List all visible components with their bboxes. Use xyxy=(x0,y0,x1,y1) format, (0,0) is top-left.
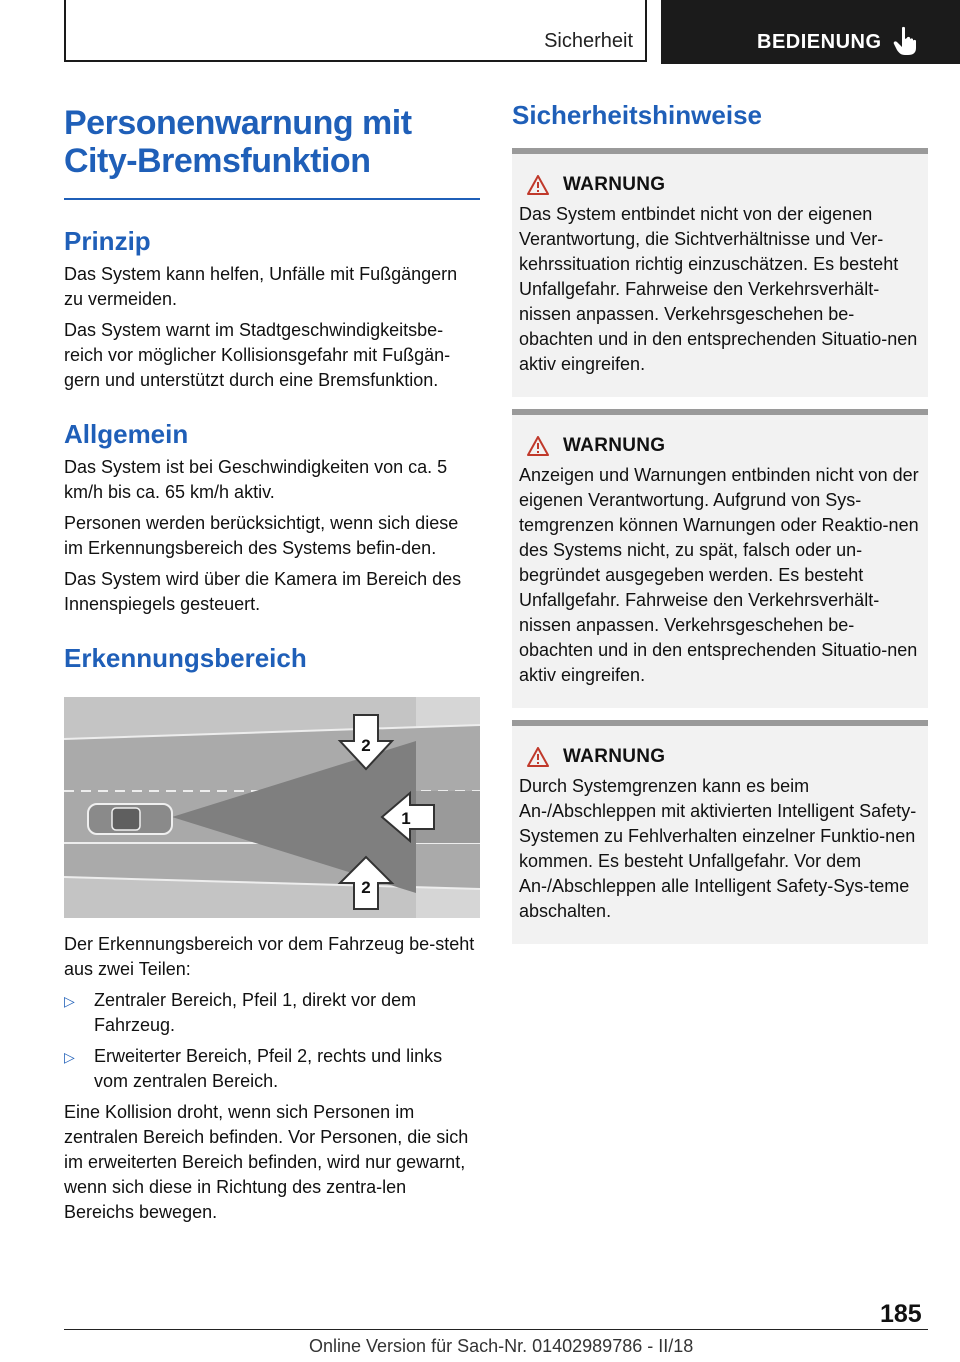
footer-text: Online Version für Sach-Nr. 01402989786 - II/18 xyxy=(309,1336,694,1356)
warning-triangle-icon xyxy=(527,436,549,456)
warning-text: Anzeigen und Warnungen entbinden nicht von der eigenen Verantwortung. Aufgrund von Sys-temgrenzen können Warnungen oder Reaktio-nen des Systems nicht, zu spät, falsch oder un-begründet ausgegeben werden. Es besteht Unfallgefahr. Fahrweise den Verkehrsverhält-nissen anpassen. Verkehrsgeschehen be-obachten und in den entsprechenden Situatio-nen aktiv eingreifen. xyxy=(519,465,919,685)
left-column xyxy=(64,104,480,1231)
warning-label: WARNUNG xyxy=(563,746,666,767)
paragraph: Personen werden berücksichtigt, wenn sich diese im Erkennungsbereich des Systems befin-den. xyxy=(64,513,459,558)
list-item: ▷ Erweiterter Bereich, Pfeil 2, rechts und links vom zentralen Bereich. xyxy=(64,1046,443,1091)
warning-box xyxy=(512,720,928,944)
warning-label: WARNUNG xyxy=(563,435,666,456)
triangle-bullet-icon: ▷ xyxy=(64,1049,75,1065)
title-divider xyxy=(64,198,480,200)
header-section-label: Sicherheit xyxy=(544,30,633,52)
warning-box xyxy=(512,409,928,708)
hand-pointer-icon xyxy=(893,26,919,56)
car-icon xyxy=(88,804,172,834)
detection-area-diagram xyxy=(64,697,480,918)
right-column xyxy=(512,100,928,956)
page-number: 185 xyxy=(880,1300,922,1328)
page-title: Personenwarnung mit City-Bremsfunktion xyxy=(64,104,412,180)
arrow-label: 2 xyxy=(361,736,371,755)
paragraph: Der Erkennungsbereich vor dem Fahrzeug be-steht aus zwei Teilen: xyxy=(64,934,475,979)
warning-text: Das System entbindet nicht von der eigenen Verantwortung, die Sichtverhältnisse und Ver-kehrssituation richtig einzuschätzen. Es besteht Unfallgefahr. Fahrweise den Verkehrsverhält-nissen anpassen. Verkehrsgeschehen be-obachten und in den entsprechenden Situatio-nen aktiv eingreifen. xyxy=(519,204,918,374)
list-item: ▷ Zentraler Bereich, Pfeil 1, direkt vor dem Fahrzeug. xyxy=(64,990,417,1035)
warning-text: Durch Systemgrenzen kann es beim An-/Abschleppen mit aktivierten Intelligent Safety-Systemen zu Fehlverhalten einzelner Funktio-nen kommen. Es besteht Unfallgefahr. Vor dem An-/Abschleppen alle Intelligent Safety-Sys-teme abschalten. xyxy=(519,776,917,921)
arrow-label: 1 xyxy=(401,809,411,828)
bullet-list xyxy=(64,988,480,1094)
paragraph: Das System wird über die Kamera im Bereich des Innenspiegels gesteuert. xyxy=(64,569,462,614)
warning-triangle-icon xyxy=(527,175,549,195)
paragraph: Das System kann helfen, Unfälle mit Fußgängern zu vermeiden. xyxy=(64,264,458,309)
warning-box xyxy=(512,148,928,397)
heading-prinzip: Prinzip xyxy=(64,226,151,256)
header-chapter-label: BEDIENUNG xyxy=(757,31,882,53)
footer-divider xyxy=(64,1329,928,1330)
header-section-box xyxy=(64,0,647,62)
warning-triangle-icon xyxy=(527,747,549,767)
heading-sicherheitshinweise: Sicherheitshinweise xyxy=(512,100,762,130)
heading-erkennungsbereich: Erkennungsbereich xyxy=(64,643,307,673)
triangle-bullet-icon: ▷ xyxy=(64,993,75,1009)
paragraph: Das System ist bei Geschwindigkeiten von ca. 5 km/h bis ca. 65 km/h aktiv. xyxy=(64,457,448,502)
paragraph: Eine Kollision droht, wenn sich Personen im zentralen Bereich befinden. Vor Personen, die sich im erweiterten Bereich befinden, wird nur gewarnt, wenn sich diese in Richtung des zentra-len Bereichs bewegen. xyxy=(64,1102,469,1222)
arrow-label: 2 xyxy=(361,878,371,897)
paragraph: Das System warnt im Stadtgeschwindigkeitsbe-reich vor möglicher Kollisionsgefahr mit Fußgän-gern und unterstützt durch eine Bremsfunktion. xyxy=(64,320,451,390)
header-chapter-tab xyxy=(661,0,960,64)
warning-label: WARNUNG xyxy=(563,174,666,195)
heading-allgemein: Allgemein xyxy=(64,419,189,449)
